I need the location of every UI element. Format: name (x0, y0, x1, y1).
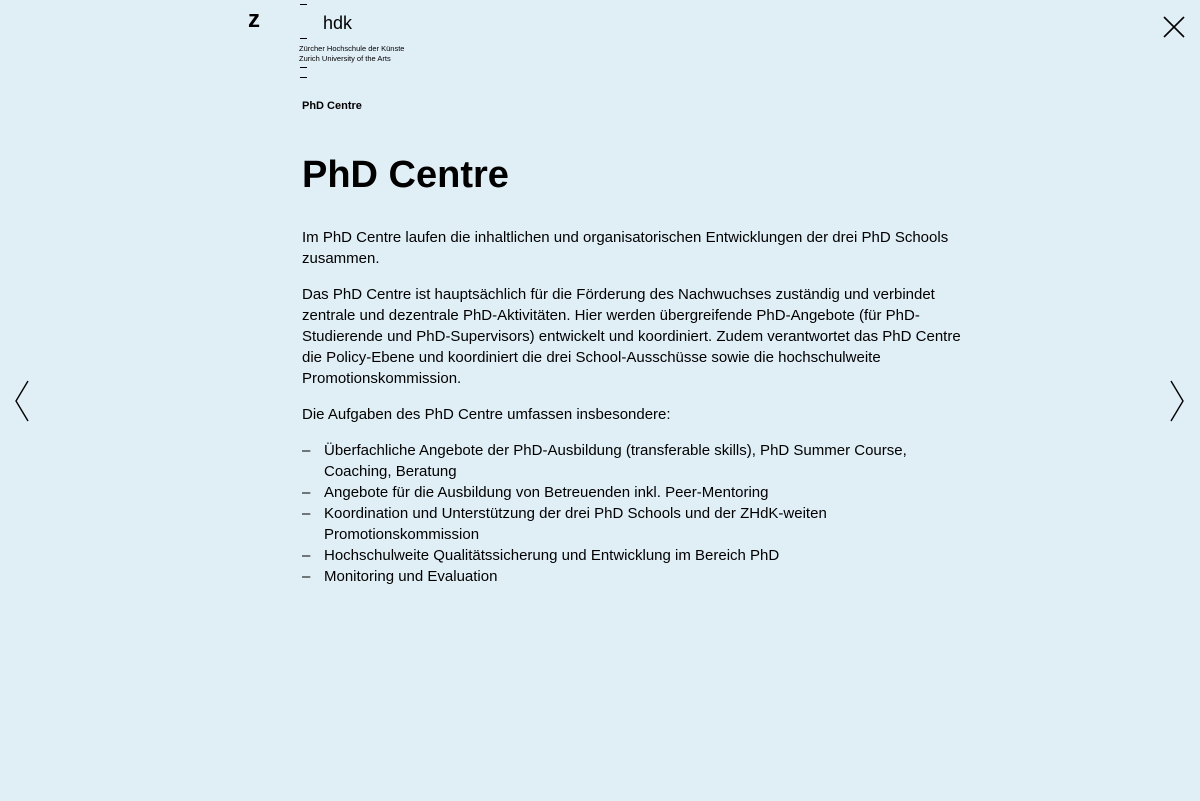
tasks-intro-paragraph: Die Aufgaben des PhD Centre umfassen insbesondere: (302, 406, 671, 423)
chevron-left-icon (14, 380, 30, 422)
logo-line-en: Zurich University of the Arts (299, 54, 391, 63)
list-item (302, 440, 962, 482)
list-marker: – (302, 568, 311, 585)
list-item (302, 503, 962, 545)
article-body (302, 227, 962, 587)
list-item-text: Überfachliche Angebote der PhD-Ausbildung (transferable skills), PhD Summer Course, Coaching, Beratung (324, 442, 907, 480)
close-icon (1161, 14, 1187, 40)
chevron-right-icon (1169, 380, 1185, 422)
logo-dash (300, 77, 307, 78)
next-button[interactable] (1169, 380, 1185, 422)
list-marker: – (302, 484, 311, 501)
logo-dash (300, 67, 307, 68)
list-marker: – (302, 547, 311, 564)
list-item (302, 566, 962, 587)
list-item-text: Koordination und Unterstützung der drei PhD Schools und der ZHdK-weiten Promotionskommission (324, 505, 827, 543)
previous-button[interactable] (14, 380, 30, 422)
breadcrumb[interactable]: PhD Centre (302, 100, 362, 112)
list-item (302, 482, 962, 503)
description-paragraph: Das PhD Centre ist hauptsächlich für die Förderung des Nachwuchses zuständig und verbindet zentrale und dezentrale PhD-Aktivitäten. Hier werden übergreifende PhD-Angebote (für PhD-Studierende und PhD-Supervisors) entwickelt und koordiniert. Zudem verantwortet das PhD Centre die Policy-Ebene und koordiniert die drei School-Ausschüsse sowie die hochschulweite Promotionskommission. (302, 286, 961, 387)
logo-dash (300, 38, 307, 39)
logo-wordmark: hdk (323, 13, 353, 33)
list-item-text: Angebote für die Ausbildung von Betreuenden inkl. Peer-Mentoring (324, 484, 769, 501)
tasks-list (302, 440, 962, 587)
list-item-text: Monitoring und Evaluation (324, 568, 498, 585)
list-marker: – (302, 442, 311, 459)
logo-dash (300, 4, 307, 5)
list-item (302, 545, 962, 566)
logo-mark: z (248, 6, 260, 33)
list-marker: – (302, 505, 311, 522)
logo-line-de: Zürcher Hochschule der Künste (299, 44, 405, 53)
intro-paragraph: Im PhD Centre laufen die inhaltlichen und organisatorischen Entwicklungen der drei PhD Schools zusammen. (302, 229, 949, 267)
zhdk-logo[interactable] (248, 0, 448, 90)
page-title: PhD Centre (302, 154, 509, 196)
list-item-text: Hochschulweite Qualitätssicherung und Entwicklung im Bereich PhD (324, 547, 780, 564)
close-button[interactable] (1161, 14, 1187, 40)
